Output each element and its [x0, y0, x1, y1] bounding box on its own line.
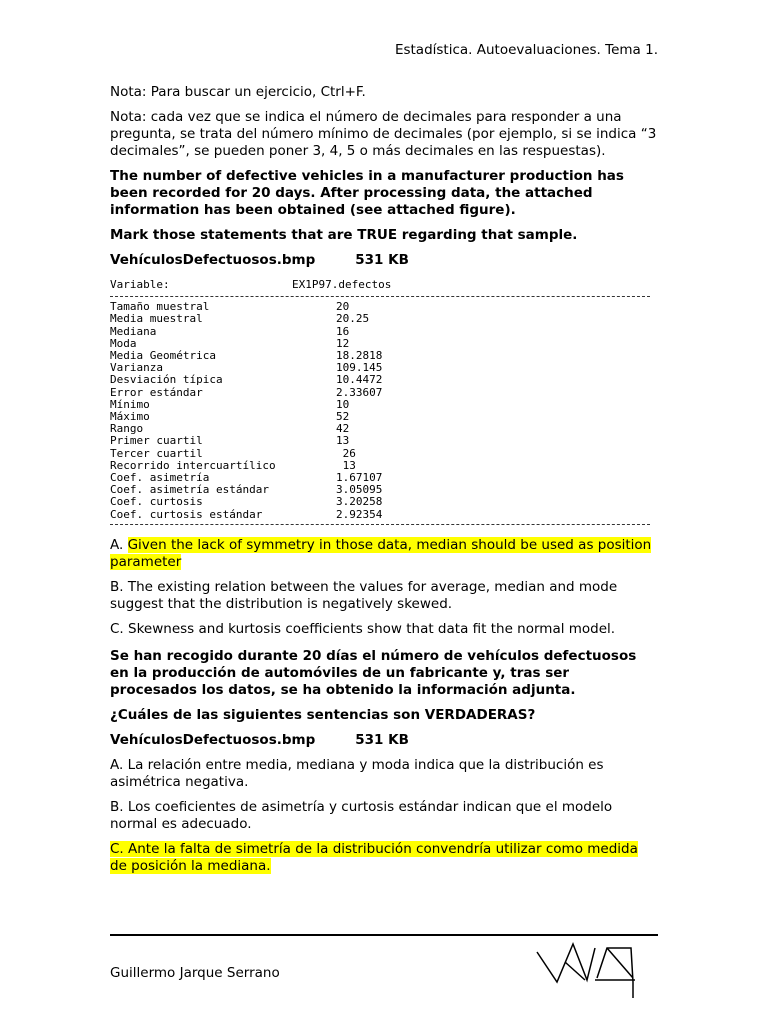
stat-value: 2.33607 — [336, 385, 383, 399]
footer-author: Guillermo Jarque Serrano — [110, 965, 280, 981]
stat-value: 10 — [336, 397, 350, 411]
stat-value: 20.25 — [336, 312, 370, 326]
attachment-filename[interactable]: VehículosDefectuosos.bmp — [110, 731, 316, 748]
stat-value: 109.145 — [336, 361, 383, 375]
stat-name: Coef. curtosis estándar — [110, 507, 263, 521]
attachment-size: 531 KB — [355, 731, 409, 748]
note-search: Nota: Para buscar un ejercicio, Ctrl+F. — [110, 84, 366, 100]
stat-name: Coef. curtosis — [110, 495, 203, 509]
english-question: Mark those statements that are TRUE regarding that sample. — [110, 227, 578, 243]
stats-row — [110, 387, 650, 399]
stat-value: 18.2818 — [336, 349, 383, 363]
stat-value: 13 — [336, 458, 356, 472]
stat-name: Media Geométrica — [110, 349, 216, 363]
stats-variable-value: EX1P97.defectos — [292, 278, 392, 291]
stat-value: 2.92354 — [336, 507, 383, 521]
stat-value: 1.67107 — [336, 471, 383, 485]
stat-name: Moda — [110, 336, 137, 350]
stat-value: 16 — [336, 324, 350, 338]
stat-value: 3.20258 — [336, 495, 383, 509]
stats-row — [110, 374, 650, 386]
stat-value: 12 — [336, 336, 350, 350]
stats-row — [110, 326, 650, 338]
stat-value: 26 — [336, 446, 356, 460]
stat-name: Error estándar — [110, 385, 203, 399]
attachment-filename[interactable]: VehículosDefectuosos.bmp — [110, 252, 316, 268]
spanish-option-b: B. Los coeficientes de asimetría y curtosis estándar indican que el modelo normal es adecuado. — [110, 798, 613, 832]
stat-name: Coef. asimetría estándar — [110, 483, 269, 497]
stats-row — [110, 411, 650, 423]
stat-name: Varianza — [110, 361, 163, 375]
stat-value: 20 — [336, 300, 350, 314]
stats-variable-label: Variable: — [110, 278, 170, 291]
attachment-size: 531 KB — [355, 252, 409, 268]
stat-value: 3.05095 — [336, 483, 383, 497]
english-intro: The number of defective vehicles in a manufacturer production has been recorded for 20 days. After processing data, the attached information has been obtained (see attached figure). — [110, 168, 624, 218]
stat-name: Primer cuartil — [110, 434, 203, 448]
stat-name: Tercer cuartil — [110, 446, 203, 460]
highlighted-answer: C. Ante la falta de simetría de la distribución convendría utilizar como medida de posición la mediana. — [110, 840, 638, 874]
stat-name: Desviación típica — [110, 373, 223, 387]
statistics-figure — [110, 279, 650, 525]
stat-value: 42 — [336, 422, 350, 436]
note-decimals: Nota: cada vez que se indica el número de decimales para responder a una pregunta, se trata del número mínimo de decimales (por ejemplo, si se indica “3 decimales”, se pueden poner 3, 4, 5 o más decimales en las respuestas). — [110, 109, 657, 159]
highlighted-answer: Given the lack of symmetry in those data, median should be used as position parameter — [110, 536, 652, 570]
stats-row — [110, 448, 650, 460]
author-signature — [535, 942, 640, 1002]
stats-row — [110, 509, 650, 521]
english-attachment[interactable] — [110, 252, 658, 269]
stats-row — [110, 399, 650, 411]
stat-value: 13 — [336, 434, 350, 448]
stats-row — [110, 496, 650, 508]
stat-name: Rango — [110, 422, 144, 436]
stat-name: Tamaño muestral — [110, 300, 210, 314]
stat-name: Máximo — [110, 410, 150, 424]
spanish-option-a: A. La relación entre media, mediana y moda indica que la distribución es asimétrica negativa. — [110, 756, 604, 790]
spanish-option-c — [110, 841, 658, 875]
stat-value: 10.4472 — [336, 373, 383, 387]
stats-row — [110, 435, 650, 447]
stat-name: Media muestral — [110, 312, 203, 326]
page-header: Estadística. Autoevaluaciones. Tema 1. — [394, 42, 658, 58]
english-option-c: C. Skewness and kurtosis coefficients show that data fit the normal model. — [110, 620, 616, 637]
stats-rows — [110, 301, 650, 521]
stats-bottom-rule — [110, 524, 650, 525]
stat-value: 52 — [336, 410, 350, 424]
stat-name: Recorrido intercuartílico — [110, 458, 276, 472]
spanish-intro: Se han recogido durante 20 días el número de vehículos defectuosos en la producción de automóviles de un fabricante y, tras ser procesados los datos, se ha obtenido la información adjunta. — [110, 647, 637, 698]
stat-name: Coef. asimetría — [110, 471, 210, 485]
spanish-attachment[interactable] — [110, 732, 658, 749]
english-option-b: B. The existing relation between the values for average, median and mode suggest that the distribution is negatively skewed. — [110, 578, 618, 612]
footer-rule — [110, 934, 658, 936]
english-option-a: A. Given the lack of symmetry in those data, median should be used as position parameter — [110, 536, 652, 570]
spanish-question: ¿Cuáles de las siguientes sentencias son VERDADERAS? — [110, 706, 536, 723]
stat-name: Mediana — [110, 324, 157, 338]
document-body — [110, 84, 658, 883]
stats-row — [110, 313, 650, 325]
stat-name: Mínimo — [110, 397, 150, 411]
stats-top-rule — [110, 296, 650, 297]
